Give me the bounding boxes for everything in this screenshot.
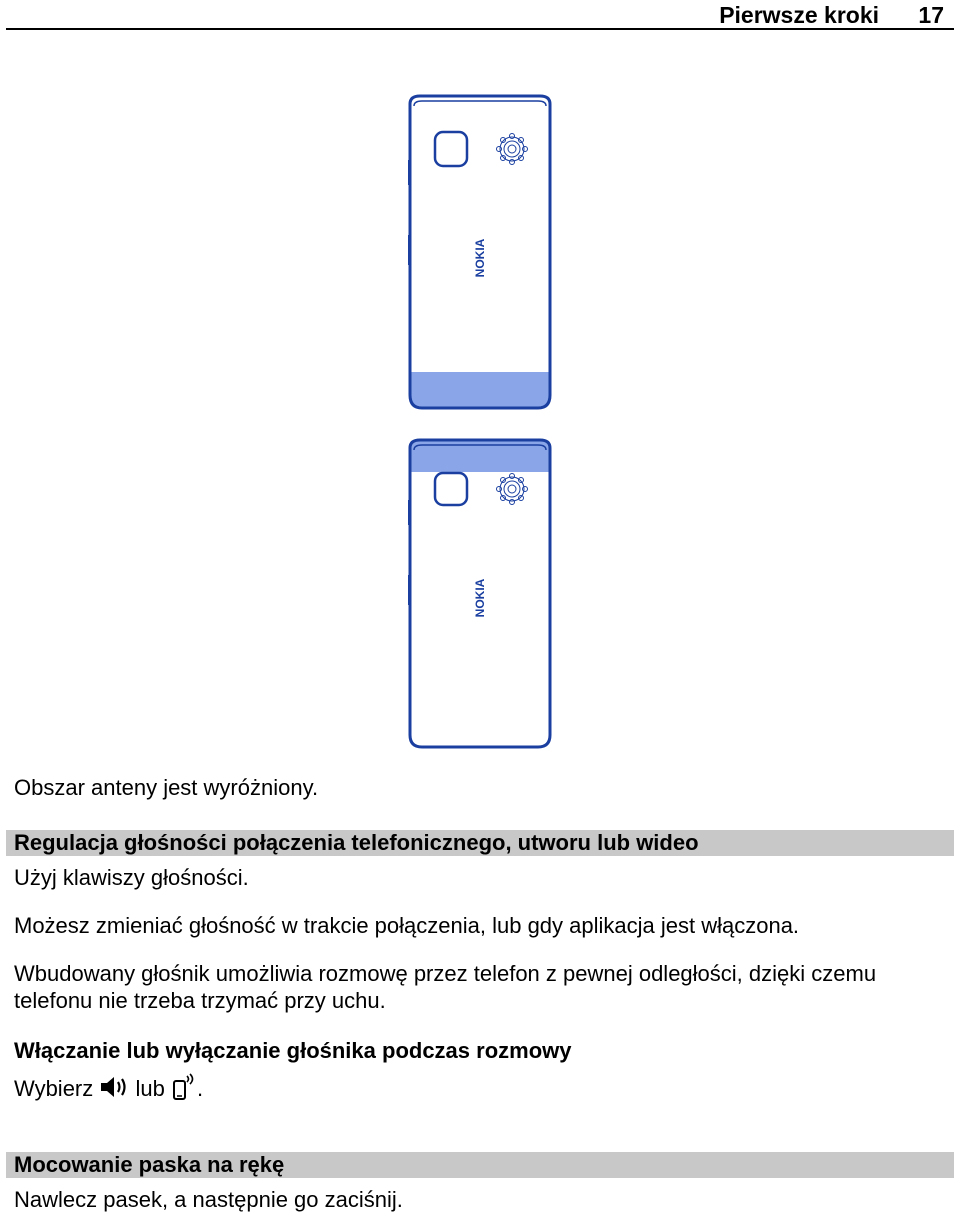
page-number: 17 — [918, 2, 944, 28]
speaker-grille-icon — [497, 134, 528, 165]
section-heading-volume: Regulacja głośności połączenia telefonicznego, utworu lub wideo — [6, 830, 954, 856]
chapter-title: Pierwsze kroki — [719, 2, 879, 28]
handset-icon — [171, 1072, 197, 1108]
strap-instruction: Nawlecz pasek, a następnie go zaciśnij. — [14, 1187, 403, 1212]
volume-instruction: Użyj klawiszy głośności. — [14, 865, 249, 890]
antenna-area-bottom — [410, 372, 550, 412]
volume-during-call-text: Możesz zmieniać głośność w trakcie połączenia, lub gdy aplikacja jest włączona. — [14, 913, 800, 938]
speaker-toggle-instruction — [14, 1072, 944, 1108]
loudspeaker-description: Wbudowany głośnik umożliwia rozmowę przez telefon z pewnej odległości, dzięki czemu telefonu nie trzeba trzymać przy uchu. — [14, 961, 877, 1013]
or-word: lub — [135, 1075, 165, 1101]
speaker-grille-icon — [497, 474, 528, 505]
illustration-caption: Obszar anteny jest wyróżniony. — [14, 775, 319, 800]
camera-lens-icon — [435, 132, 467, 166]
camera-lens-icon — [435, 473, 467, 505]
loudspeaker-icon — [99, 1074, 129, 1106]
section-heading-strap: Mocowanie paska na rękę — [6, 1152, 954, 1178]
phone-back-illustration — [400, 90, 560, 760]
nokia-logo: NOKIA — [473, 238, 487, 278]
select-prefix: Wybierz — [14, 1075, 94, 1101]
nokia-logo: NOKIA — [473, 578, 487, 618]
page-header — [6, 0, 954, 30]
phone-back-bottom — [409, 440, 550, 747]
speaker-toggle-heading: Włączanie lub wyłączanie głośnika podczas rozmowy — [14, 1038, 572, 1063]
phone-back-top — [409, 96, 550, 412]
end-period: . — [197, 1075, 204, 1101]
